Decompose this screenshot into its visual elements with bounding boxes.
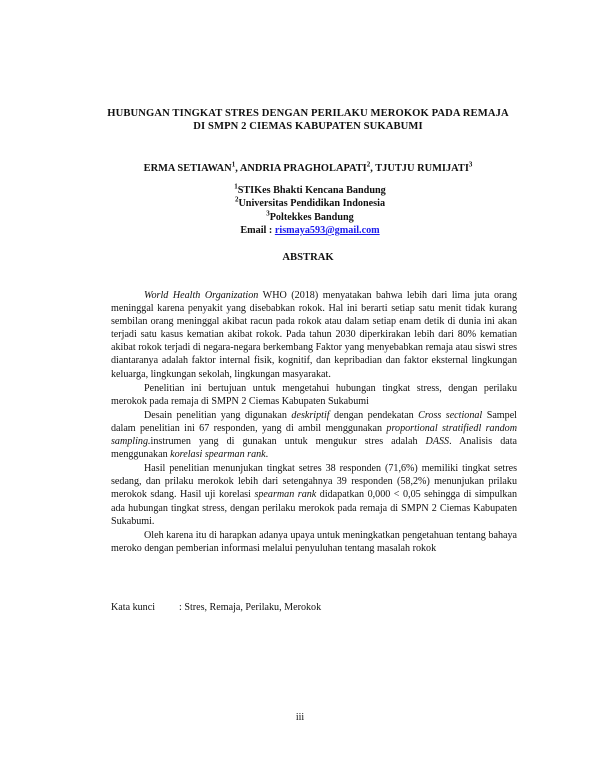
affiliation-3-text: Poltekkes Bandung (269, 211, 354, 223)
title-line-2: DI SMPN 2 CIEMAS KABUPATEN SUKABUMI (193, 121, 423, 132)
affiliation-3-sup: 3 (266, 209, 270, 218)
paper-title (100, 107, 516, 133)
affiliation-2-text: Universitas Pendidikan Indonesia (238, 198, 386, 210)
paragraph-1-text: WHO (2018) menyatakan bahwa lebih dari lima juta orang meninggal karena penyakit yang disebabkan rokok. Hal ini berarti setiap satu menit tidak kurang sembilan orang meninggal akibat racun pada rokok atau dalam setiap enam detik di dunia ini akan terjadi satu kasus kematian akibat rokok. Pada tahun 2030 diperkirakan lebih dari 80% kematian akibat rokok terjadi di negara-negara berkembang Faktor yang menyebabkan remaja atau siswi stres diantaranya adalah faktor internal fisik, kognitif, dan kepribadian dan faktor eksternal lingkungan keluarga, lingkungan sekolah, lingkungan masyarakat. (111, 290, 517, 380)
p4-emphasis: spearman rank (254, 489, 317, 501)
abstract-paragraph-4 (111, 462, 517, 527)
abstract-paragraph-3 (111, 409, 517, 461)
email-link[interactable]: rismaya593@gmail.com (274, 225, 380, 237)
author-1-sup: 1 (231, 160, 236, 169)
who-emphasis: World Health Organization (144, 290, 259, 301)
keywords-label: Kata kunci (111, 602, 156, 613)
abstract-paragraph-5: Oleh karena itu di harapkan adanya upaya untuk meningkatkan pengetahuan tentang bahaya meroko dengan pemberian informasi melalui penyuluhan tentang masalah rokok (111, 529, 517, 554)
abstract-body (111, 289, 517, 555)
p3-emphasis-4: DASS (425, 436, 450, 448)
p3-emphasis-5: korelasi spearman rank (170, 449, 266, 461)
p3-text-a: Desain penelitian yang digunakan (144, 409, 292, 421)
abstract-paragraph-1 (111, 289, 517, 381)
keywords-value: : Stres, Remaja, Perilaku, Merokok (179, 602, 322, 613)
page-number: iii (295, 712, 305, 723)
author-2: , ANDRIA PRAGHOLAPATI (235, 163, 367, 174)
p3-text-c: Sampel dalam penelitian ini 67 responden, yang di ambil menggunakan (111, 409, 517, 434)
abstract-heading: ABSTRAK (282, 252, 334, 263)
p3-text-d: instrumen yang di gunakan untuk mengukur stres adalah (150, 436, 426, 448)
p3-emphasis-2: Cross sectional (418, 409, 483, 421)
p4-text-b: didapatkan 0,000 < 0,05 sehingga di simpulkan ada hubungan tingkat stress, dengan perilaku merokok pada remaja di SMPN 2 Ciemas Kabupaten Sukabumi. (111, 489, 517, 527)
p3-emphasis-3: proportional stratifiedl random sampling. (111, 422, 517, 448)
p3-emphasis-1: deskriptif (291, 409, 330, 421)
affiliation-1-text: STIKes Bhakti Kencana Bandung (237, 185, 386, 196)
affiliations (160, 184, 460, 238)
affiliation-3 (160, 211, 460, 224)
author-list (100, 162, 516, 175)
author-2-sup: 2 (366, 160, 371, 169)
author-1: ERMA SETIAWAN (143, 163, 232, 174)
abstract-paragraph-2: Penelitian ini bertujuan untuk mengetahui hubungan tingkat stress, dengan perilaku merokok pada remaja di SMPN 2 Ciemas Kabupaten Sukabumi (111, 382, 517, 407)
email-line (160, 224, 460, 237)
affiliation-2 (160, 197, 460, 210)
affiliation-2-sup: 2 (234, 196, 239, 205)
p4-text-a: Hasil penelitian menunjukan tingkat setres 38 responden (71,6%) memiliki tingkat setres sedang, dan prilaku merokok lebih dari setengahnya 39 responden (58,2%) menunjukan prilaku merokok sdang. Hasil uji korelasi (111, 463, 517, 501)
author-3: , TJUTJU RUMIJATI (370, 163, 469, 174)
affiliation-1-sup: 1 (234, 182, 238, 191)
p3-text-e: . Analisis data menggunakan (111, 436, 518, 461)
email-label: Email : (240, 225, 275, 237)
p3-text-b: dengan pendekatan (329, 409, 419, 421)
title-line-1: HUBUNGAN TINGKAT STRES DENGAN PERILAKU MEROKOK PADA REMAJA (107, 108, 509, 119)
affiliation-1 (160, 184, 460, 197)
keywords (111, 601, 517, 614)
author-3-sup: 3 (468, 160, 473, 169)
p3-text-f: . (265, 449, 269, 461)
